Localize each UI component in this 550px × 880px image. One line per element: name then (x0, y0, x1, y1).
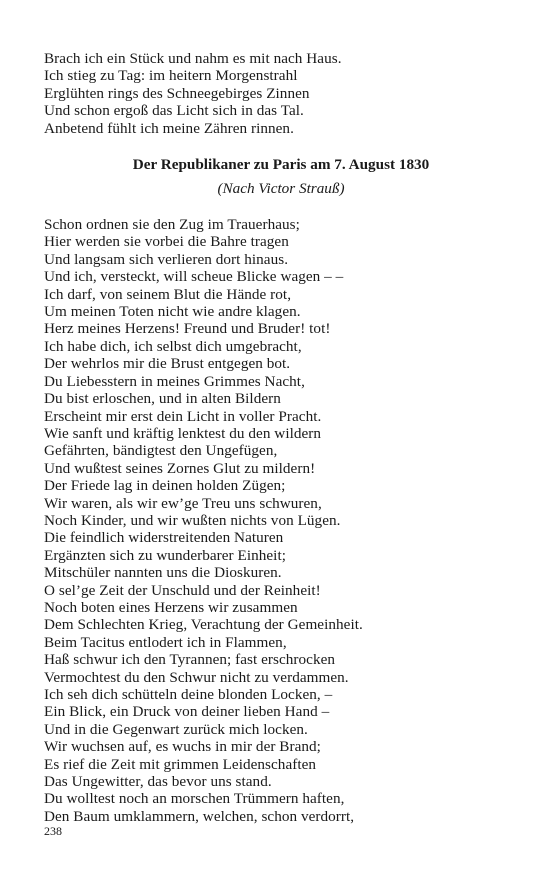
verse-line: Das Ungewitter, das bevor uns stand. (44, 773, 272, 791)
verse-line: Und langsam sich verlieren dort hinaus. (44, 250, 289, 268)
verse-line: Ein Blick, ein Druck von deiner lieben Hand – (44, 703, 330, 721)
verse-line: Und schon ergoß das Licht sich in das Tal. (44, 102, 304, 120)
verse-line: Wir wuchsen auf, es wuchs in mir der Brand; (44, 738, 321, 756)
verse-line: Um meinen Toten nicht wie andre klagen. (44, 303, 301, 321)
verse-line: Anbetend fühlt ich meine Zähren rinnen. (44, 119, 294, 137)
verse-line: O sel’ge Zeit der Unschuld und der Reinheit! (44, 581, 321, 599)
verse-line: Der wehrlos mir die Brust entgegen bot. (44, 355, 291, 373)
verse-line: Ich darf, von seinem Blut die Hände rot, (44, 285, 292, 303)
page-body (44, 50, 514, 825)
verse-line: Vermochtest du den Schwur nicht zu verdammen. (44, 668, 349, 686)
poem-text (44, 216, 514, 825)
poem-subtitle: (Nach Victor Strauß) (217, 180, 345, 198)
verse-line: Du Liebesstern in meines Grimmes Nacht, (44, 372, 305, 390)
verse-line: Ergänzten sich zu wunderbarer Einheit; (44, 546, 286, 564)
poem-heading (44, 155, 514, 198)
verse-line: Und in die Gegenwart zurück mich locken. (44, 720, 308, 738)
verse-line: Brach ich ein Stück und nahm es mit nach Haus. (44, 50, 342, 67)
verse-line: Noch Kinder, und wir wußten nichts von Lügen. (44, 511, 341, 529)
verse-line: Hier werden sie vorbei die Bahre tragen (44, 233, 289, 251)
verse-line: Beim Tacitus entlodert ich in Flammen, (44, 633, 287, 651)
verse-line: Erglühten rings des Schneegebirges Zinnen (44, 84, 310, 102)
poem-title: Der Republikaner zu Paris am 7. August 1830 (132, 156, 430, 174)
verse-line: Die feindlich widerstreitenden Naturen (44, 529, 284, 547)
previous-poem-ending (44, 50, 514, 137)
verse-line: Es rief die Zeit mit grimmen Leidenschaften (44, 755, 317, 773)
verse-line: Ich habe dich, ich selbst dich umgebracht, (44, 337, 302, 355)
verse-line: Du wolltest noch an morschen Trümmern haften, (44, 790, 345, 808)
verse-line: Ich seh dich schütteln deine blonden Locken, – (44, 686, 333, 703)
verse-line: Dem Schlechten Krieg, Verachtung der Gemeinheit. (44, 616, 363, 634)
verse-line: Noch boten eines Herzens wir zusammen (44, 598, 298, 616)
verse-line: Ich stieg zu Tag: im heitern Morgenstrahl (44, 67, 298, 85)
page-number: 238 (44, 824, 62, 838)
verse-line: Und ich, versteckt, will scheue Blicke wagen – – (44, 268, 344, 286)
verse-line: Du bist erloschen, und in alten Bildern (44, 390, 281, 408)
verse-line: Schon ordnen sie den Zug im Trauerhaus; (44, 216, 300, 234)
verse-line: Der Friede lag in deinen holden Zügen; (44, 477, 286, 495)
verse-line: Mitschüler nannten uns die Dioskuren. (44, 564, 282, 582)
verse-line: Den Baum umklammern, welchen, schon verdorrt, (44, 807, 355, 825)
verse-line: Erscheint mir erst dein Licht in voller Pracht. (44, 407, 322, 425)
verse-line: Herz meines Herzens! Freund und Bruder! tot! (44, 320, 331, 338)
verse-line: Wie sanft und kräftig lenktest du den wildern (44, 424, 322, 442)
verse-line: Wir waren, als wir ew’ge Treu uns schwuren, (44, 494, 322, 512)
verse-line: Gefährten, bändigtest den Ungefügen, (44, 442, 278, 460)
verse-line: Haß schwur ich den Tyrannen; fast erschrocken (44, 651, 336, 669)
verse-line: Und wußtest seines Zornes Glut zu mildern! (44, 459, 316, 477)
